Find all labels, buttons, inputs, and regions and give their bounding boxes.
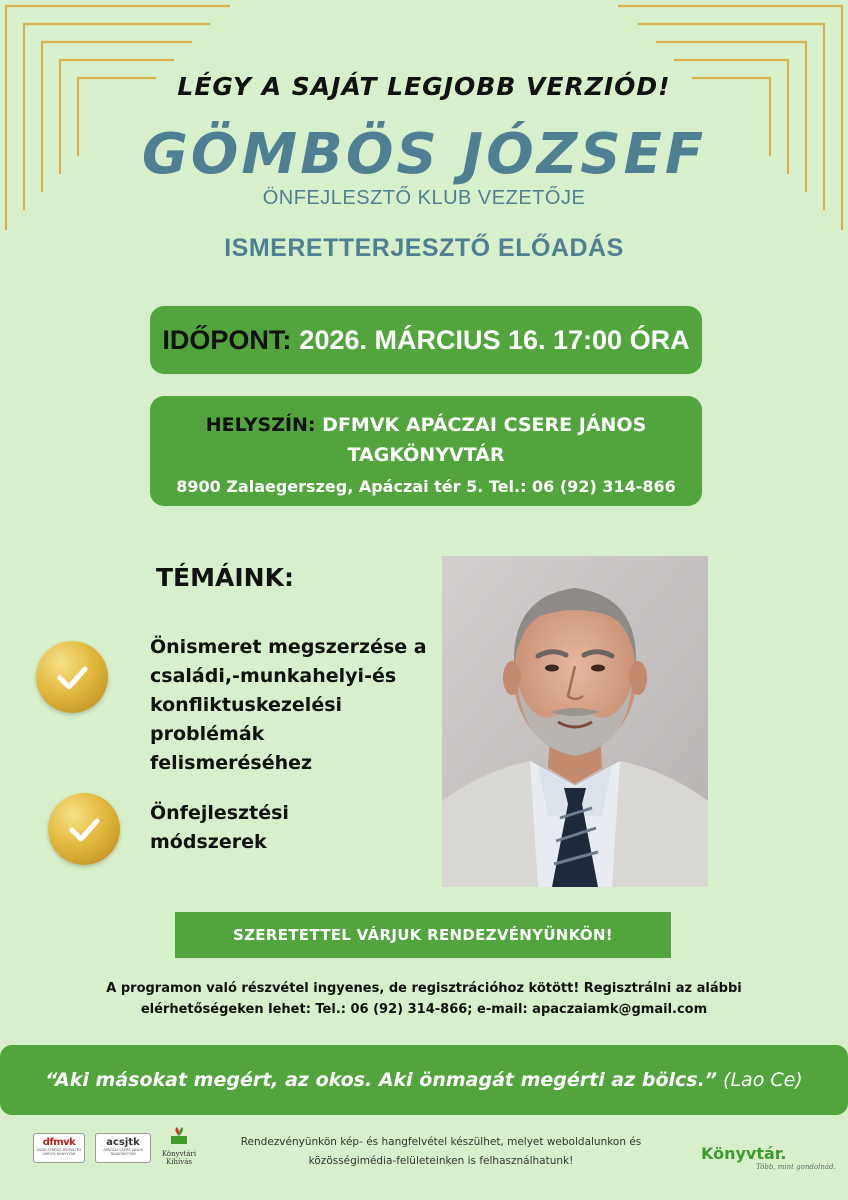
topic-line: módszerek (150, 831, 267, 853)
topic-line: családi,-munkahelyi-és (150, 665, 397, 687)
disclaimer-line-2: közösségimédia-felületeinken is felhasználhatunk! (308, 1155, 574, 1167)
topics-heading: TÉMÁINK: (156, 563, 294, 592)
kihivas-line-1: Könyvtári (161, 1150, 197, 1158)
disclaimer-line-1: Rendezvényünkön kép- és hangfelvétel készülhet, melyet weboldalunkon és (240, 1136, 642, 1148)
topic-line: problémák felismeréséhez (150, 723, 313, 774)
venue-address: 8900 Zalaegerszeg, Apáczai tér 5. Tel.: 06 (92) 314-866 (176, 477, 676, 496)
speaker-portrait (442, 556, 708, 887)
date-value: 2026. MÁRCIUS 16. 17:00 ÓRA (299, 324, 690, 355)
venue-line-1 (150, 410, 702, 440)
registration-line-1: A programon való részvétel ingyenes, de regisztrációhoz kötött! Regisztrálni az alábbi (106, 981, 742, 996)
topic-line: Önfejlesztési (150, 802, 289, 824)
acsjtk-logo-mark: acsjtk (106, 1137, 140, 1148)
book-plant-icon (169, 1126, 189, 1146)
dfmvk-logo (33, 1133, 85, 1163)
registration-line-2: elérhetőségeken lehet: Tel.: 06 (92) 314-866; e-mail: apaczaiamk@gmail.com (140, 1002, 708, 1017)
quote-banner (0, 1045, 848, 1115)
registration-note (60, 978, 788, 1020)
quote-text: “Aki másokat megért, az okos. Aki önmagát megérti az bölcs.” (45, 1069, 718, 1091)
speaker-name: GÖMBÖS JÓZSEF (141, 122, 707, 187)
topic-line: Önismeret megszerzése a (150, 636, 427, 658)
quote-author: (Lao Ce) (723, 1069, 803, 1091)
topic-item (150, 633, 430, 778)
venue-label: HELYSZÍN: (205, 414, 316, 436)
gold-check-icon (36, 641, 108, 713)
konyvtari-kihivas-logo (160, 1126, 198, 1172)
date-label: IDŐPONT: (162, 324, 292, 355)
brand-slogan: Több, mint gondolnád. (756, 1163, 836, 1171)
venue-line-2: TAGKÖNYVTÁR (347, 444, 505, 466)
dfmvk-logo-mark: dfmvk (42, 1137, 76, 1148)
speaker-role: ÖNFEJLESZTŐ KLUB VEZETŐJE (262, 187, 586, 209)
konyvtar-brand: Könyvtár. (701, 1144, 787, 1163)
event-type: ISMERETTERJESZTŐ ELŐADÁS (224, 234, 624, 262)
venue-name: DFMVK APÁCZAI CSERE JÁNOS (322, 414, 647, 436)
tagline: LÉGY A SAJÁT LEGJOBB VERZIÓD! (177, 72, 671, 101)
dfmvk-logo-subtitle: DEÁK FERENC MEGYEI ÉS VÁROSI KÖNYVTÁR (36, 1148, 82, 1156)
date-box (150, 306, 702, 374)
topic-item (150, 799, 350, 857)
acsjtk-logo-subtitle: APÁCZAI CSERE JÁNOS TAGKÖNYVTÁR (103, 1148, 143, 1156)
acsjtk-logo (95, 1133, 151, 1163)
gold-check-icon (48, 793, 120, 865)
welcome-banner: SZERETETTEL VÁRJUK RENDEZVÉNYÜNKÖN! (175, 912, 671, 958)
kihivas-line-2: Kihívás (166, 1158, 192, 1166)
topic-line: konfliktuskezelési (150, 694, 343, 716)
venue-box (150, 396, 702, 506)
media-disclaimer (212, 1133, 670, 1171)
